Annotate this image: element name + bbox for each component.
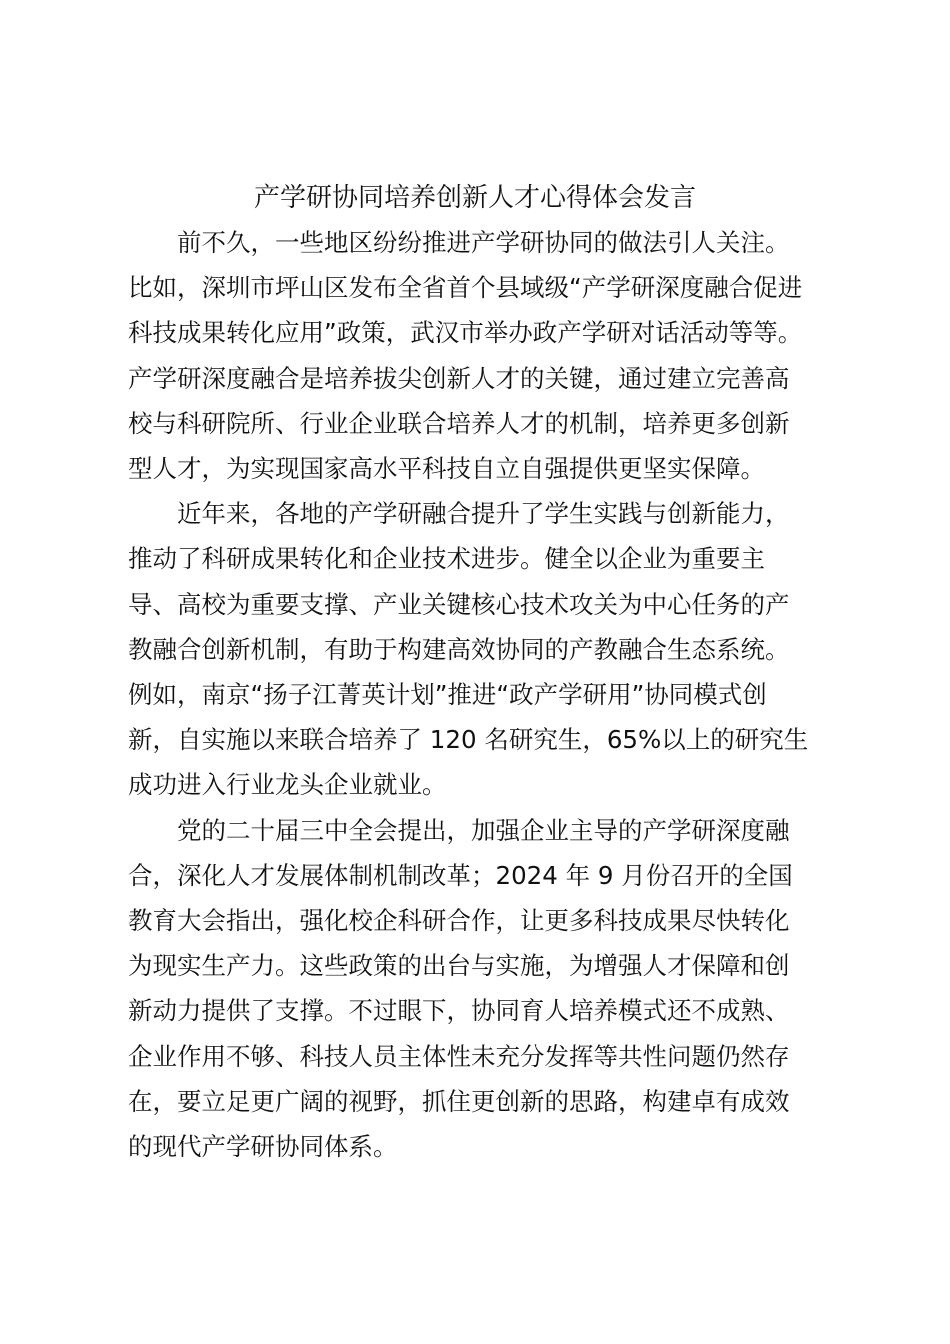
paragraph-line: 在，要立足更广阔的视野，抓住更创新的思路，构建卓有成效 (128, 1086, 790, 1116)
paragraph-3 (128, 808, 838, 1170)
paragraph-line: 教融合创新机制，有助于构建高效协同的产教融合生态系统。 (128, 634, 790, 664)
document-body (128, 220, 838, 1169)
paragraph-line: 校与科研院所、行业企业联合培养人才的机制，培养更多创新 (128, 408, 790, 438)
paragraph-1 (128, 220, 838, 491)
paragraph-line: 企业作用不够、科技人员主体性未充分发挥等共性问题仍然存 (128, 1041, 790, 1071)
paragraph-line: 成功进入行业龙头企业就业。 (128, 770, 447, 800)
paragraph-line: 科技成果转化应用”政策，武汉市举办政产学研对话活动等等。 (128, 318, 803, 348)
paragraph-line: 型人才，为实现国家高水平科技自立自强提供更坚实保障。 (128, 454, 765, 484)
paragraph-line: 党的二十届三中全会提出，加强企业主导的产学研深度融 (177, 815, 790, 845)
paragraph-line: 近年来，各地的产学研融合提升了学生实践与创新能力， (177, 499, 790, 529)
paragraph-line: 前不久，一些地区纷纷推进产学研协同的做法引人关注。 (177, 228, 790, 257)
paragraph-line: 新，自实施以来联合培养了 120 名研究生，65%以上的研究生 (128, 725, 809, 755)
paragraph-line: 新动力提供了支撑。不过眼下，协同育人培养模式还不成熟、 (128, 996, 790, 1026)
paragraph-line: 例如，南京“扬子江菁英计划”推进“政产学研用”协同模式创 (128, 680, 767, 710)
paragraph-line: 教育大会指出，强化校企科研合作，让更多科技成果尽快转化 (128, 906, 790, 936)
paragraph-line: 产学研深度融合是培养拔尖创新人才的关键，通过建立完善高 (128, 363, 790, 393)
paragraph-line: 为现实生产力。这些政策的出台与实施，为增强人才保障和创 (128, 951, 790, 981)
paragraph-line: 比如，深圳市坪山区发布全省首个县域级“产学研深度融合促进 (128, 273, 803, 303)
paragraph-2 (128, 491, 838, 807)
paragraph-line: 推动了科研成果转化和企业技术进步。健全以企业为重要主 (128, 544, 765, 574)
paragraph-line: 导、高校为重要支撑、产业关键核心技术攻关为中心任务的产 (128, 589, 790, 619)
document-title: 产学研协同培养创新人才心得体会发言 (253, 183, 696, 213)
paragraph-line: 的现代产学研协同体系。 (128, 1132, 398, 1162)
paragraph-line: 合，深化人才发展体制机制改革；2024 年 9 月份召开的全国 (128, 860, 793, 890)
